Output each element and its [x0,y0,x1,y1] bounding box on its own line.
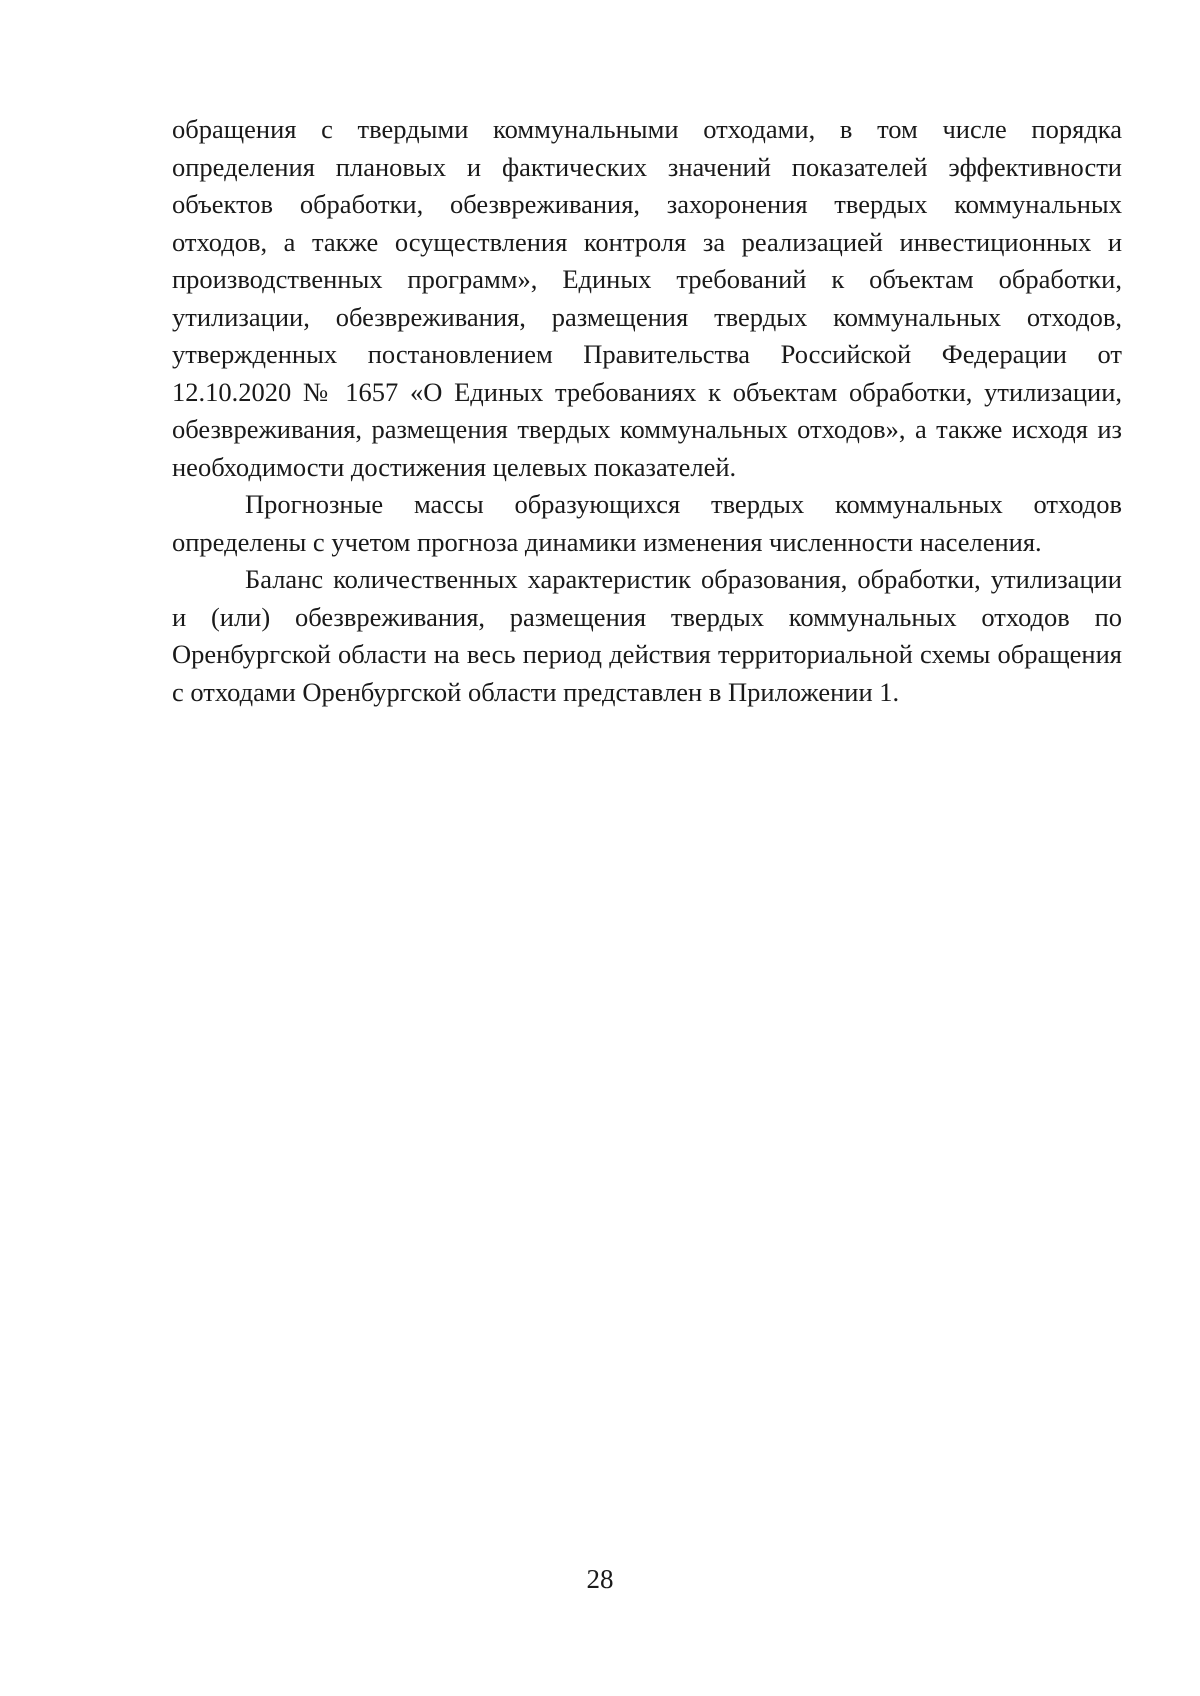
body-text [172,111,1122,711]
paragraph-balance: Баланс количественных характеристик образования, обработки, утилизации и (или) обезвреживания, размещения твердых коммунальных отходов по Оренбургской области на весь период действия территориальной схемы обращения с отходами Оренбургской области представлен в Приложении 1. [172,564,1122,707]
page-number: 28 [586,1564,614,1594]
paragraph-continued: обращения с твердыми коммунальными отходами, в том числе порядка определения плановых и фактических значений показателей эффективности объектов обработки, обезвреживания, захоронения твердых коммунальных отходов, а также осуществления контроля за реализацией инвестиционных и производственных программ», Единых требований к объектам обработки, утилизации, обезвреживания, размещения твердых коммунальных отходов, утвержденных постановлением Правительства Российской Федерации от 12.10.2020 № 1657 «О Единых требованиях к объектам обработки, утилизации, обезвреживания, размещения твердых коммунальных отходов», а также исходя из необходимости достижения целевых показателей. [172,114,1122,482]
paragraph-forecast-masses: Прогнозные массы образующихся твердых коммунальных отходов определены с учетом прогноза динамики изменения численности населения. [172,489,1122,557]
